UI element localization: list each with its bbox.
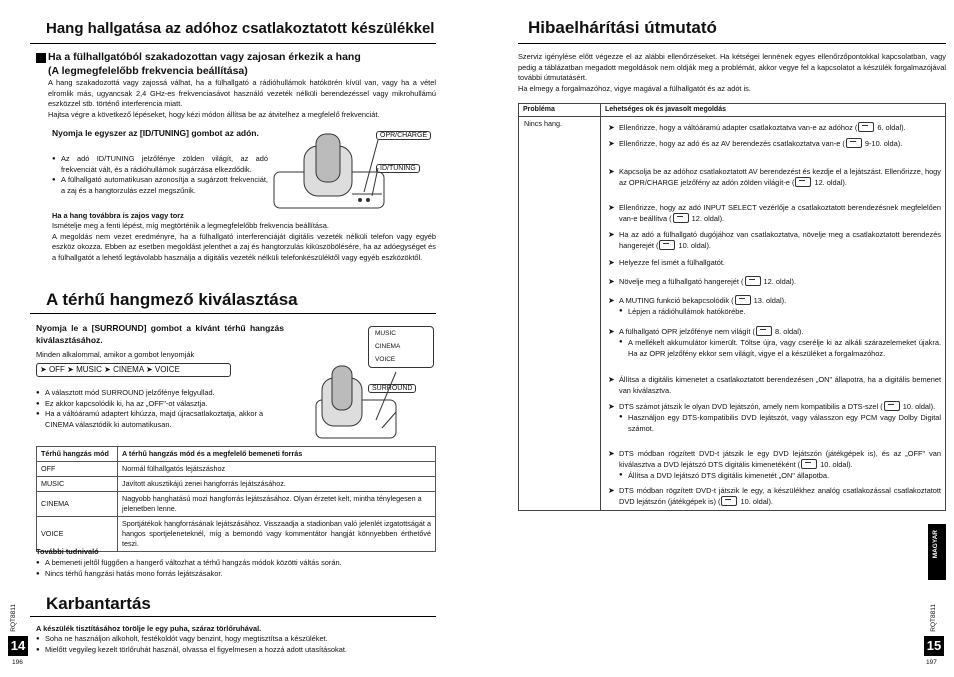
arrow-icon: ➤ — [608, 277, 615, 286]
solution-subbullets — [619, 470, 941, 481]
solution-text: Állítsa a digitális kimenetet a csatlakoztatott berendezésen „ON" állapotra, ha a digitális bemenet van kiválasztva. — [619, 375, 941, 395]
table-cell: Javított akusztikájú zenei hangforrás lejátszásához. — [118, 477, 436, 492]
solution-subbullets — [619, 337, 941, 359]
section-title-surround: A térhű hangmező kiválasztása — [46, 290, 298, 309]
solution-text: A fülhallgató OPR jelzőfénye nem világít ( — [619, 327, 755, 336]
solution-ref: 6. oldal). — [875, 123, 906, 132]
maintenance-bullets — [36, 634, 436, 655]
solution-text: Ellenőrizze, hogy a váltóáramú adapter csatlakoztatva van-e az adóhoz ( — [619, 123, 858, 132]
arrow-icon: ➤ — [608, 296, 615, 305]
solution-item — [608, 202, 941, 224]
table-cell: Nagyobb hanghatású mozi hangforrás lejátszásához. Olyan érzetet kelt, mintha ténylegesen a jelenetben lenne. — [118, 492, 436, 517]
language-tab-label: MAGYAR — [932, 530, 939, 559]
tuning-bullets — [52, 154, 268, 196]
table-header-solution: Lehetséges ok és javasolt megoldás — [605, 106, 726, 113]
arrow-icon: ➤ — [608, 203, 615, 212]
arrow-icon: ➤ — [608, 258, 615, 267]
solution-item — [608, 122, 941, 133]
intro-text — [48, 78, 436, 120]
list-item: ● A mellékelt akkumulátor kimerült. Töltse újra, vagy cserélje ki az alkáli szárazelemeket újakra. Ha az OPR jelzőfény ekkor sem világít, vigye el a készüléket a forgalmazóhoz. — [619, 337, 941, 359]
intro-line: Ha elmegy a forgalmazóhoz, vigye magával a fülhallgatót és az adót is. — [518, 83, 751, 93]
list-item: ● Nincs térhű hangzási hatás mono forrás lejátszásakor. — [36, 569, 436, 580]
subtitle-line1: Ha a fülhallgatóból szakadozottan vagy zajosan érkezik a hang — [48, 51, 361, 63]
arrow-icon: ➤ — [608, 449, 615, 458]
document-code: RQT8811 — [930, 604, 937, 632]
persist-text — [52, 221, 436, 263]
page-reference-icon — [735, 295, 751, 305]
table-row — [37, 462, 436, 477]
troubleshoot-intro — [518, 52, 946, 94]
persist-line: Ismételje meg a fenti lépést, míg megtörténik a legmegfelelőbb frekvencia beállítása. — [52, 221, 329, 230]
solution-item — [608, 401, 941, 434]
solution-item — [608, 448, 941, 481]
solution-text: DTS számot játszik le olyan DVD lejátszón, amely nem kompatibilis a DTS-szel ( — [619, 402, 883, 411]
solution-ref: 8. oldal). — [772, 327, 804, 336]
solution-ref: 10. oldal). — [900, 402, 936, 411]
solution-ref: 12. oldal). — [761, 277, 797, 286]
list-item: ● Az adó ID/TUNING jelzőfénye zölden világít, az adó frekvenciát vált, és a rádióhullámok sugárzása elkezdődik. — [52, 154, 268, 175]
solution-ref: 12. oldal). — [812, 178, 847, 187]
solution-item — [608, 229, 941, 251]
solution-ref: 13. oldal). — [751, 296, 787, 305]
solution-item — [608, 166, 941, 188]
cycle-arrow-icon: ➤ — [67, 365, 74, 374]
table-header-problem: Probléma — [523, 106, 555, 113]
cinema-indicator: CINEMA — [375, 343, 401, 350]
document-code: RQT8811 — [10, 604, 17, 632]
persist-line: A megoldás nem vezet eredményre, ha a fülhallgató interferenciáját digitális vezeték nélküli telefon vagy egyéb eszköz okozza. Ebben az esetben megoldást jelenthet a zaj és hangtorzulás kiküszöbölésére, ha az adóegységet és a fülhallgatót a lehető legtávolabb használja a digitális vezeték nélküli telefonkészüléktől vagy egyéb eszközöktől. — [52, 231, 436, 262]
divider — [30, 313, 436, 314]
sub-page-number: 197 — [926, 659, 937, 666]
problem-no-sound: Nincs hang. — [524, 119, 562, 128]
maintenance-heading: A készülék tisztításához törölje le egy puha, száraz törlőruhával. — [36, 624, 262, 633]
solution-item — [608, 326, 941, 359]
table-row — [37, 492, 436, 517]
arrow-icon: ➤ — [608, 139, 615, 148]
list-item: ● Ez akkor kapcsolódik ki, ha az „OFF"-ot választja. — [36, 399, 284, 410]
page-reference-icon — [846, 138, 862, 148]
page-reference-icon — [756, 326, 772, 336]
solution-text: DTS módban rögzített DVD-t játszik le egy, a készülékhez analóg csatlakozással csatlakoztatott DVD lejátszón (játékgépek is) ( — [619, 486, 941, 506]
cycle-item: OFF — [48, 365, 65, 374]
id-tuning-label: ID/TUNING — [376, 164, 420, 173]
arrow-icon: ➤ — [608, 402, 615, 411]
page-reference-icon — [745, 276, 761, 286]
list-item: ● Ha a váltóáramú adaptert kihúzza, majd újracsatlakoztatja, akkor a CINEMA választódik ki automatikusan. — [36, 409, 284, 430]
page-reference-icon — [801, 459, 817, 469]
solution-subbullets — [619, 412, 941, 434]
page-reference-icon — [673, 213, 689, 223]
table-column-divider — [600, 103, 601, 511]
divider — [30, 616, 436, 617]
list-item: ● A választott mód SURROUND jelzőfénye felgyullad. — [36, 388, 284, 399]
solution-ref: 10. oldal). — [676, 241, 711, 250]
step-heading-surround: Nyomja le a [SURROUND] gombot a kívánt térhű hangzás kiválasztásához. — [36, 323, 284, 345]
arrow-icon: ➤ — [608, 327, 615, 336]
list-item: ● A fülhallgató automatikusan azonosítja a sugárzott frekvenciát, a zaj és a hangtorzulás ezzel megszűnik. — [52, 175, 268, 196]
solution-text: DTS módban rögzített DVD-t játszik le egy DVD lejátszón (játékgépek is), és az „OFF" van kiválasztva a DVD lejátszó DTS digitális kimenetéként ( — [619, 449, 941, 469]
solution-item — [608, 138, 941, 149]
language-tab — [928, 524, 946, 580]
list-item: ● Mielőtt vegyileg kezelt törlőruhát használ, olvassa el figyelmesen a hozzá adott utasításokat. — [36, 645, 436, 656]
cycle-arrow-icon: ➤ — [145, 365, 153, 374]
solution-text: Növelje meg a fülhallgató hangerejét ( — [619, 277, 744, 286]
more-info-bullets — [36, 558, 436, 579]
step-heading-tuning: Nyomja le egyszer az [ID/TUNING] gombot az adón. — [52, 128, 259, 138]
solution-ref: 10. oldal). — [738, 497, 773, 506]
solution-ref: 12. oldal). — [689, 214, 725, 223]
table-cell: OFF — [37, 462, 118, 477]
arrow-icon: ➤ — [608, 375, 615, 384]
voice-indicator: VOICE — [375, 356, 396, 363]
divider — [30, 43, 436, 44]
persist-heading: Ha a hang továbbra is zajos vagy torz — [52, 211, 184, 220]
table-row — [37, 477, 436, 492]
intro-line: Szerviz igénylése előtt végezze el az alábbi ellenőrzéseket. Ha kétségei lennének egyes ellenőrzőpontokkal kapcsolatban, vagy pedig a táblázatban megadott megoldások nem oldják meg a problémát, akkor vegye fel a kapcsolatot a készülék forgalmazójával további útmutatásért. — [518, 52, 946, 83]
solution-subbullets — [619, 306, 941, 317]
page-reference-icon — [721, 496, 737, 506]
arrow-icon: ➤ — [608, 230, 615, 239]
arrow-icon: ➤ — [608, 486, 615, 495]
solution-item — [608, 257, 941, 268]
solution-text: A MUTING funkció bekapcsolódik ( — [619, 296, 734, 305]
surround-table — [36, 446, 436, 552]
solution-text: Kapcsolja be az adóhoz csatlakoztatott AV berendezést és kezdje el a lejátszást. Ellenőrizze, hogy az OPR/CHARGE jelzőfény az adón zölden világít-e ( — [619, 167, 941, 187]
sub-page-number: 196 — [12, 659, 23, 666]
intro-paragraph-2: Hajtsa végre a következő lépéseket, hogy kézi módon állítsa be az átvitelhez a megfelelő frekvenciát. — [48, 109, 380, 119]
list-item: ● Soha ne használjon alkoholt, festékoldót vagy benzint, hogy megtisztítsa a készüléket. — [36, 634, 436, 645]
square-bullet-icon — [36, 53, 46, 63]
section-title-maintenance: Karbantartás — [46, 594, 151, 613]
table-header: Térhű hangzás mód — [37, 447, 118, 462]
surround-button-label: SURROUND — [368, 384, 416, 393]
table-cell: Normál fülhallgatós lejátszáshoz — [118, 462, 436, 477]
solution-item — [608, 276, 941, 287]
solution-item — [608, 374, 941, 396]
page-reference-icon — [858, 122, 874, 132]
divider — [518, 43, 946, 44]
cycle-note: Minden alkalommal, amikor a gombot lenyomják — [36, 350, 195, 359]
cycle-item: MUSIC — [76, 365, 102, 374]
cycle-item: CINEMA — [113, 365, 144, 374]
opr-charge-label: OPR/CHARGE — [376, 131, 431, 140]
page-reference-icon — [795, 177, 811, 187]
list-item: ● A bemeneti jeltől függően a hangerő változhat a térhű hangzás módok közötti váltás során. — [36, 558, 436, 569]
table-cell: CINEMA — [37, 492, 118, 517]
section-title-listening: Hang hallgatása az adóhoz csatlakoztatott készülékkel — [46, 20, 435, 37]
arrow-icon: ➤ — [608, 123, 615, 132]
cycle-arrow-icon: ➤ — [104, 365, 111, 374]
list-item: ● Használjon egy DTS-kompatibilis DVD lejátszót, vagy válasszon egy PCM vagy Dolby Digital számot. — [619, 412, 941, 434]
solution-ref: 10. oldal). — [818, 460, 853, 469]
mode-cycle — [36, 363, 231, 377]
list-item: ● Állítsa a DVD lejátszó DTS digitális kimenetét „ON" állapotba. — [619, 470, 941, 481]
table-cell: MUSIC — [37, 477, 118, 492]
more-info-heading: További tudnivaló — [36, 547, 99, 556]
table-cell: VOICE — [37, 517, 118, 552]
table-header-divider — [518, 116, 946, 117]
solution-text: Ellenőrizze, hogy az adó és az AV berendezés csatlakoztatva van-e ( — [619, 139, 845, 148]
page-number: 14 — [8, 636, 28, 656]
solution-text: Ha az adó a fülhallgató dugójához van csatlakoztatva, növelje meg a csatlakoztatott berendezés hangerejét ( — [619, 230, 941, 250]
cycle-item: VOICE — [154, 365, 180, 374]
page-reference-icon — [884, 401, 900, 411]
intro-paragraph: A hang szakadozottá vagy zajossá válhat, ha a fülhallgató a rádióhullámok hatókörén kívül van, vagy ha a vétel elromlik más, ugyancsak 2,4 GHz-es frekvenciasávot használó vezeték nélküli berendezéssel vagy mikrohullámú eszközzel stb. történő interferencia miatt. — [48, 78, 436, 109]
list-item: ● Lépjen a rádióhullámok hatókörébe. — [619, 306, 941, 317]
solution-item — [608, 485, 941, 507]
table-cell: Sportjátékok hangforrásának lejátszásához. Visszaadja a stadionban való jelenlét izgatottságát a hangos sportjeleneteknél, míg a bemondó vagy kommentátor hangját könnyebben érthetővé teszi. — [118, 517, 436, 552]
solution-text: Helyezze fel ismét a fülhallgatót. — [619, 258, 725, 267]
subtitle-line2: (A legmegfelelőbb frekvencia beállítása) — [48, 65, 248, 77]
page-number: 15 — [924, 636, 944, 656]
solution-item — [608, 295, 941, 317]
table-header-row — [37, 447, 436, 462]
cycle-arrow-icon: ➤ — [40, 365, 47, 374]
mode-indicator-panel — [368, 326, 434, 368]
page-title-troubleshooting: Hibaelhárítási útmutató — [528, 18, 717, 37]
solution-ref: 9-10. olda). — [862, 139, 903, 148]
arrow-icon: ➤ — [608, 167, 615, 176]
music-indicator: MUSIC — [375, 330, 396, 337]
table-header: A térhű hangzás mód és a megfelelő bemeneti forrás — [118, 447, 436, 462]
solution-text: Ellenőrizze, hogy az adó INPUT SELECT vezérlője a csatlakoztatott berendezésnek megfelelően van-e beállítva ( — [619, 203, 941, 223]
surround-bullets — [36, 388, 284, 430]
page-reference-icon — [659, 240, 675, 250]
